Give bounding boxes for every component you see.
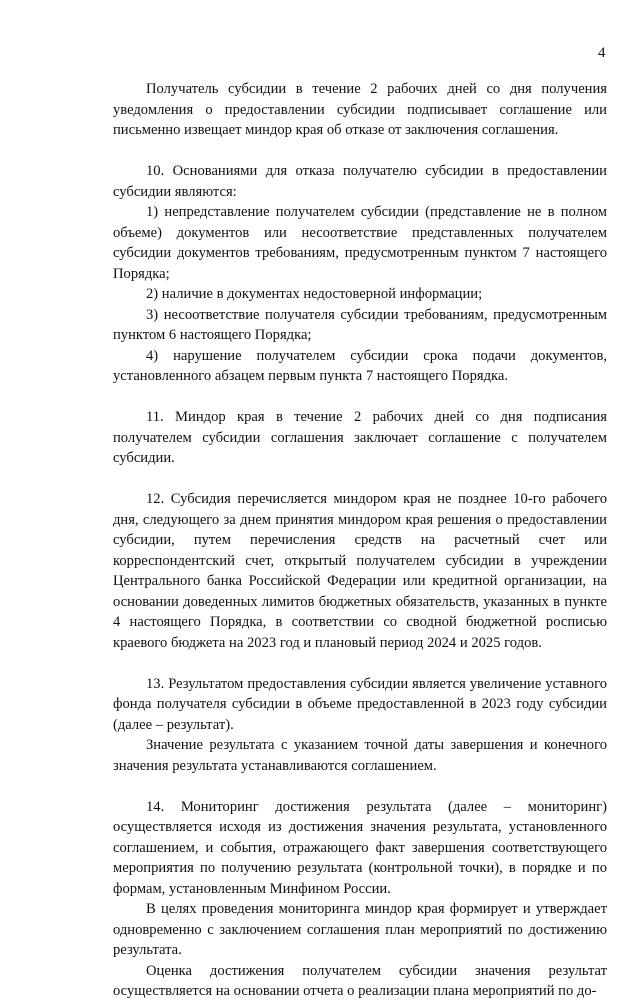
- paragraph-14-monitoring-plan: В целях проведения мониторинга миндор края формирует и утверждает одновременно с заключением соглашения план мероприятий по достижению результата.: [113, 901, 607, 958]
- paragraph-12: 12. Субсидия перечисляется миндором края не позднее 10-го рабочего дня, следующего за днем принятия миндором края решения о предоставлении субсидии, путем перечисления средств на расчетный счет или корреспондентский счет, открытый получателем субсидии в учреждении Центрального банка Российской Федерации или кредитной организации, на основании доведенных лимитов бюджетных обязательств, указанных в пункте 4 настоящего Порядка, в соответствии со сводной бюджетной росписью краевого бюджета на 2023 год и плановый период 2024 и 2025 годов.: [113, 491, 607, 651]
- paragraph-11: 11. Миндор края в течение 2 рабочих дней со дня подписания получателем субсидии соглашения заключает соглашение с получателем субсидии.: [113, 409, 607, 466]
- list-item-2: 2) наличие в документах недостоверной информации;: [146, 286, 483, 302]
- list-item-3: 3) несоответствие получателя субсидии требованиям, предусмотренным пунктом 6 настоящего Порядка;: [113, 306, 607, 343]
- document-body: [113, 79, 607, 1002]
- paragraph-13: 13. Результатом предоставления субсидии является увеличение уставного фонда получателя субсидии в объеме предоставленной в 2023 году субсидии (далее – результат).: [113, 675, 607, 733]
- paragraph-agreement-signing: Получатель субсидии в течение 2 рабочих дней со дня получения уведомления о предоставлении субсидии подписывает соглашение или письменно извещает миндор края об отказе от заключения соглашения.: [113, 81, 607, 138]
- list-item-4: 4) нарушение получателем субсидии срока подачи документов, установленного абзацем первым пункта 7 настоящего Порядка.: [113, 347, 607, 384]
- paragraph-14: 14. Мониторинг достижения результата (далее – мониторинг) осуществляется исходя из достижения значения результата, установленного соглашением, и события, отражающего факт завершения соответствующего мероприятия по получению результата (контрольной точки), в порядке и по формам, установленным Минфином России.: [113, 798, 607, 897]
- paragraph-13-result-value: Значение результата с указанием точной даты завершения и конечного значения результата устанавливаются соглашением.: [113, 737, 607, 774]
- paragraph-14-assessment: Оценка достижения получателем субсидии значения результат осуществляется на основании отчета о реализации плана мероприятий по до-: [113, 962, 607, 999]
- page-number: 4: [598, 45, 606, 61]
- paragraph-10-refusal-grounds: 10. Основаниями для отказа получателю субсидии в предоставлении субсидии являются:: [113, 163, 607, 200]
- list-item-1: 1) непредставление получателем субсидии (представление не в полном объеме) документов или несоответствие представленных получателем субсидии документов требованиям, предусмотренным пунктом 7 настоящего Порядка;: [113, 204, 607, 282]
